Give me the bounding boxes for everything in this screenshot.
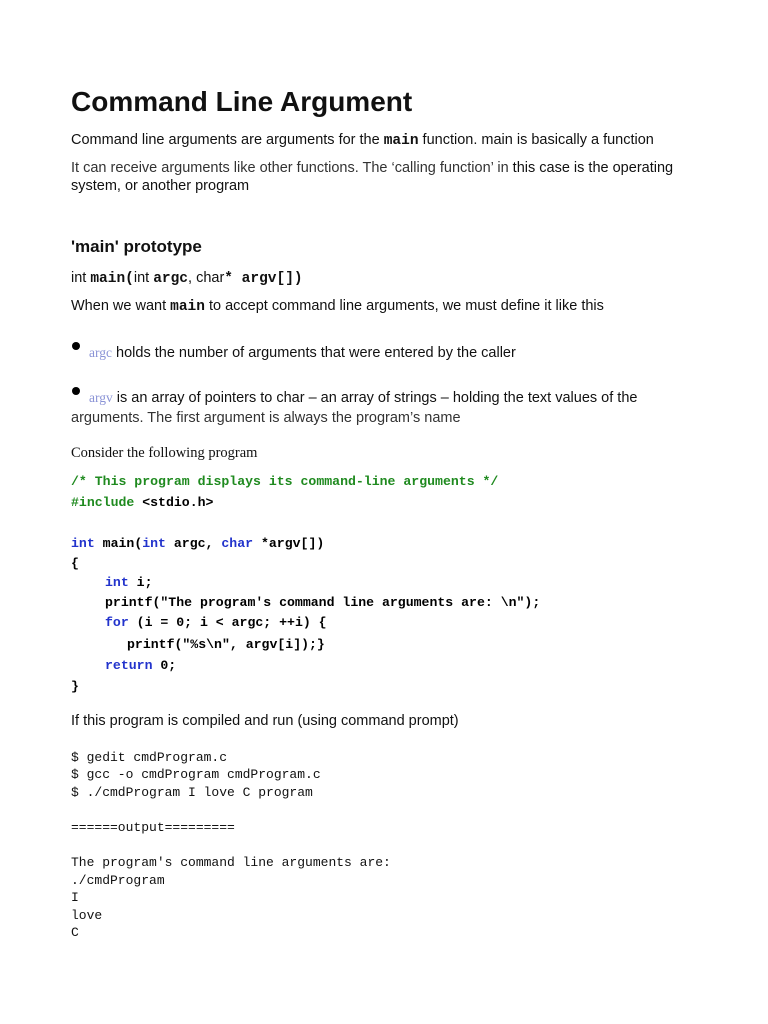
define-paragraph: [71, 298, 604, 315]
intro2-line1: [71, 160, 673, 176]
code-for-body: (i = 0; i < argc; ++i) {: [128, 615, 327, 630]
code-decl-i: i;: [128, 575, 153, 590]
terminal-line: $ gedit cmdProgram.c: [71, 750, 228, 765]
code-kw-int: int: [105, 575, 129, 590]
code-line-comment: [71, 473, 498, 489]
terminal-line: ./cmdProgram: [71, 873, 165, 888]
page-title: Command Line Argument: [71, 86, 413, 117]
bullet-argc: [89, 345, 516, 361]
bullet-text-argv: is an array of pointers to char – an array of strings – holding the text values of the: [112, 390, 638, 406]
intro-code-main: main: [383, 133, 419, 149]
intro2-line2: system, or another program: [71, 178, 250, 194]
define-post: to accept command line arguments, we must define it like this: [204, 298, 604, 314]
intro2-light-text: It can receive arguments like other functions. The ‘calling function’ in: [71, 160, 509, 176]
bullet-dot-icon: [72, 387, 80, 395]
code-comment: /* This program displays its command-line arguments */: [71, 474, 499, 489]
proto-main: main(: [90, 271, 134, 287]
code-kw-int: int: [142, 536, 166, 551]
prototype-line: [71, 270, 303, 287]
define-pre: When we want: [71, 298, 171, 314]
bullet-text-argc: holds the number of arguments that were entered by the caller: [112, 345, 516, 361]
intro-paragraph: [71, 132, 654, 149]
code-line-include: [71, 494, 213, 510]
code-line-printf2: [127, 636, 325, 652]
code-main: main(: [94, 536, 143, 551]
code-line-open-brace: [71, 555, 79, 571]
intro-text-pre: Command line arguments are arguments for the: [71, 132, 384, 148]
code-printf-header: printf("The program's command line arguments are: \n");: [105, 595, 541, 610]
bullet-term-argc: argc: [89, 345, 112, 360]
consider-text: Consider the following program: [71, 445, 258, 461]
code-close-brace: }: [71, 679, 79, 694]
proto-int: int: [71, 270, 91, 286]
terminal-line: ======output=========: [71, 820, 235, 835]
bullet-term-argv: argv: [89, 390, 113, 405]
code-kw-char: char: [221, 536, 254, 551]
code-argc: argc,: [165, 536, 222, 551]
bullet-dot-icon: [72, 342, 80, 350]
code-line-decl: [105, 574, 153, 590]
bullet-argv-line2: arguments. The first argument is always the program’s name: [71, 410, 461, 426]
terminal-line: love: [71, 908, 103, 923]
code-include-directive: #include: [71, 495, 135, 510]
code-printf-arg: printf("%s\n", argv[i]);}: [127, 637, 325, 652]
terminal-line: $ ./cmdProgram I love C program: [71, 785, 313, 800]
intro-text-post: function. main is basically a function: [418, 132, 654, 148]
terminal-line: C: [71, 925, 79, 940]
prototype-heading: 'main' prototype: [71, 237, 202, 256]
code-include-file: <stdio.h>: [134, 495, 214, 510]
proto-int2: int: [133, 270, 154, 286]
code-open-brace: {: [71, 556, 79, 571]
code-line-for: [105, 614, 327, 630]
code-kw-return: return: [105, 658, 153, 673]
proto-argv: * argv[]): [224, 271, 303, 287]
code-return-val: 0;: [152, 658, 177, 673]
intro2-dark-text: this case is the operating: [508, 160, 674, 176]
code-kw-int: int: [71, 536, 95, 551]
terminal-line: I: [71, 890, 79, 905]
code-line-printf1: [105, 594, 540, 610]
terminal-line: $ gcc -o cmdProgram cmdProgram.c: [71, 767, 321, 782]
proto-argc: argc: [153, 271, 189, 287]
code-kw-for: for: [105, 615, 129, 630]
compile-intro: If this program is compiled and run (using command prompt): [71, 713, 459, 729]
proto-char: , char: [188, 270, 225, 286]
code-line-main: [71, 535, 324, 551]
define-code-main: main: [170, 299, 205, 315]
terminal-line: The program's command line arguments are:: [71, 855, 391, 870]
bullet-argv: [89, 390, 637, 406]
code-argv: *argv[]): [253, 536, 325, 551]
code-line-return: [105, 657, 176, 673]
code-line-close-brace: [71, 678, 79, 694]
